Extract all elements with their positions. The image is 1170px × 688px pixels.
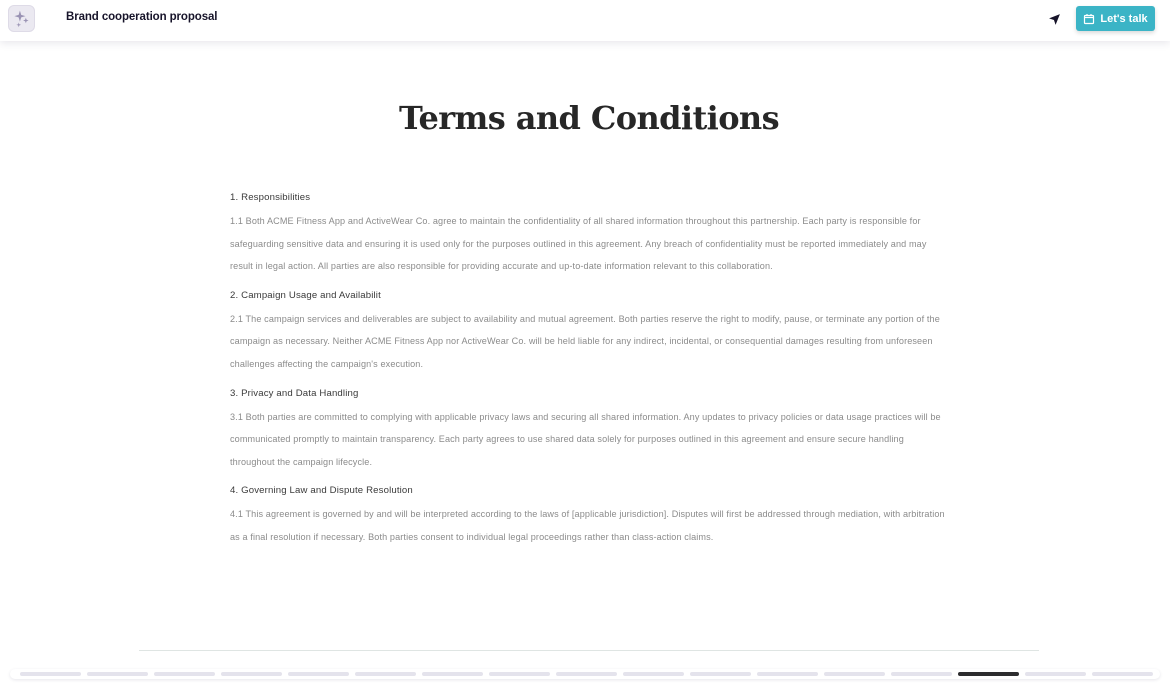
slide-indicator-9[interactable]	[556, 672, 617, 676]
slide-indicator-11[interactable]	[690, 672, 751, 676]
footer-divider	[139, 650, 1039, 651]
slide-indicator-13[interactable]	[824, 672, 885, 676]
slide-indicator-4[interactable]	[221, 672, 282, 676]
calendar-icon	[1083, 13, 1095, 25]
slide-progress-bar	[10, 669, 1160, 679]
document-title: Brand cooperation proposal	[66, 11, 218, 23]
slide-indicator-3[interactable]	[154, 672, 215, 676]
section-body: 3.1 Both parties are committed to complying with applicable privacy laws and securing all shared information. Any updates to privacy policies or data usage practices will be communicated promptly to maintain transparency. Each party agrees to use shared data solely for purposes outlined in this agreement and ensure secure handling throughout the campaign lifecycle.	[230, 411, 941, 467]
section-heading: 2. Campaign Usage and Availabilit	[230, 289, 381, 301]
section-heading: 3. Privacy and Data Handling	[230, 387, 359, 399]
section-heading: 1. Responsibilities	[230, 192, 311, 203]
sparkles-icon	[12, 9, 31, 28]
slide-indicator-16[interactable]	[1025, 672, 1086, 676]
section-governing-law	[230, 484, 950, 548]
slide-indicator-14[interactable]	[891, 672, 952, 676]
section-body: 1.1 Both ACME Fitness App and ActiveWear Co. agree to maintain the confidentiality of all shared information throughout this partnership. Each party is responsible for safeguarding sensitive data and ensuring it is used only for the purposes outlined in this agreement. Any breach of confidentiality must be reported immediately and may result in legal action. All parties are also responsible for providing accurate and up-to-date information relevant to this collaboration.	[230, 216, 927, 272]
slide-indicator-10[interactable]	[623, 672, 684, 676]
logo-button[interactable]	[8, 5, 35, 32]
share-button[interactable]	[1045, 10, 1063, 28]
slide-indicator-12[interactable]	[757, 672, 818, 676]
slide-indicator-15[interactable]	[958, 672, 1019, 676]
section-responsibilities	[230, 191, 950, 278]
slide-indicator-6[interactable]	[355, 672, 416, 676]
lets-talk-button[interactable]	[1076, 6, 1155, 31]
slide-indicator-1[interactable]	[20, 672, 81, 676]
section-body: 4.1 This agreement is governed by and will be interpreted according to the laws of [applicable jurisdiction]. Disputes will first be addressed through mediation, with arbitration as a final resolution if necessary. Both parties consent to individual legal proceedings rather than class-action claims.	[230, 509, 945, 542]
section-privacy	[230, 387, 950, 474]
slide-indicator-8[interactable]	[489, 672, 550, 676]
slide-indicator-7[interactable]	[422, 672, 483, 676]
slide-indicator-17[interactable]	[1092, 672, 1153, 676]
section-heading: 4. Governing Law and Dispute Resolution	[230, 485, 413, 497]
top-bar	[0, 0, 1170, 41]
section-campaign-usage	[230, 289, 950, 376]
terms-content	[230, 191, 950, 560]
section-body: 2.1 The campaign services and deliverables are subject to availability and mutual agreement. Both parties reserve the right to modify, pause, or terminate any portion of the campaign as necessary. Neither ACME Fitness App nor ActiveWear Co. will be held liable for any indirect, incidental, or consequential damages resulting from unforeseen challenges affecting the campaign's execution.	[230, 313, 940, 369]
slide-indicator-2[interactable]	[87, 672, 148, 676]
slide-indicator-5[interactable]	[288, 672, 349, 676]
lets-talk-label: Let's talk	[1100, 12, 1148, 25]
send-arrow-icon	[1048, 13, 1061, 26]
page-title: Terms and Conditions	[398, 99, 780, 137]
